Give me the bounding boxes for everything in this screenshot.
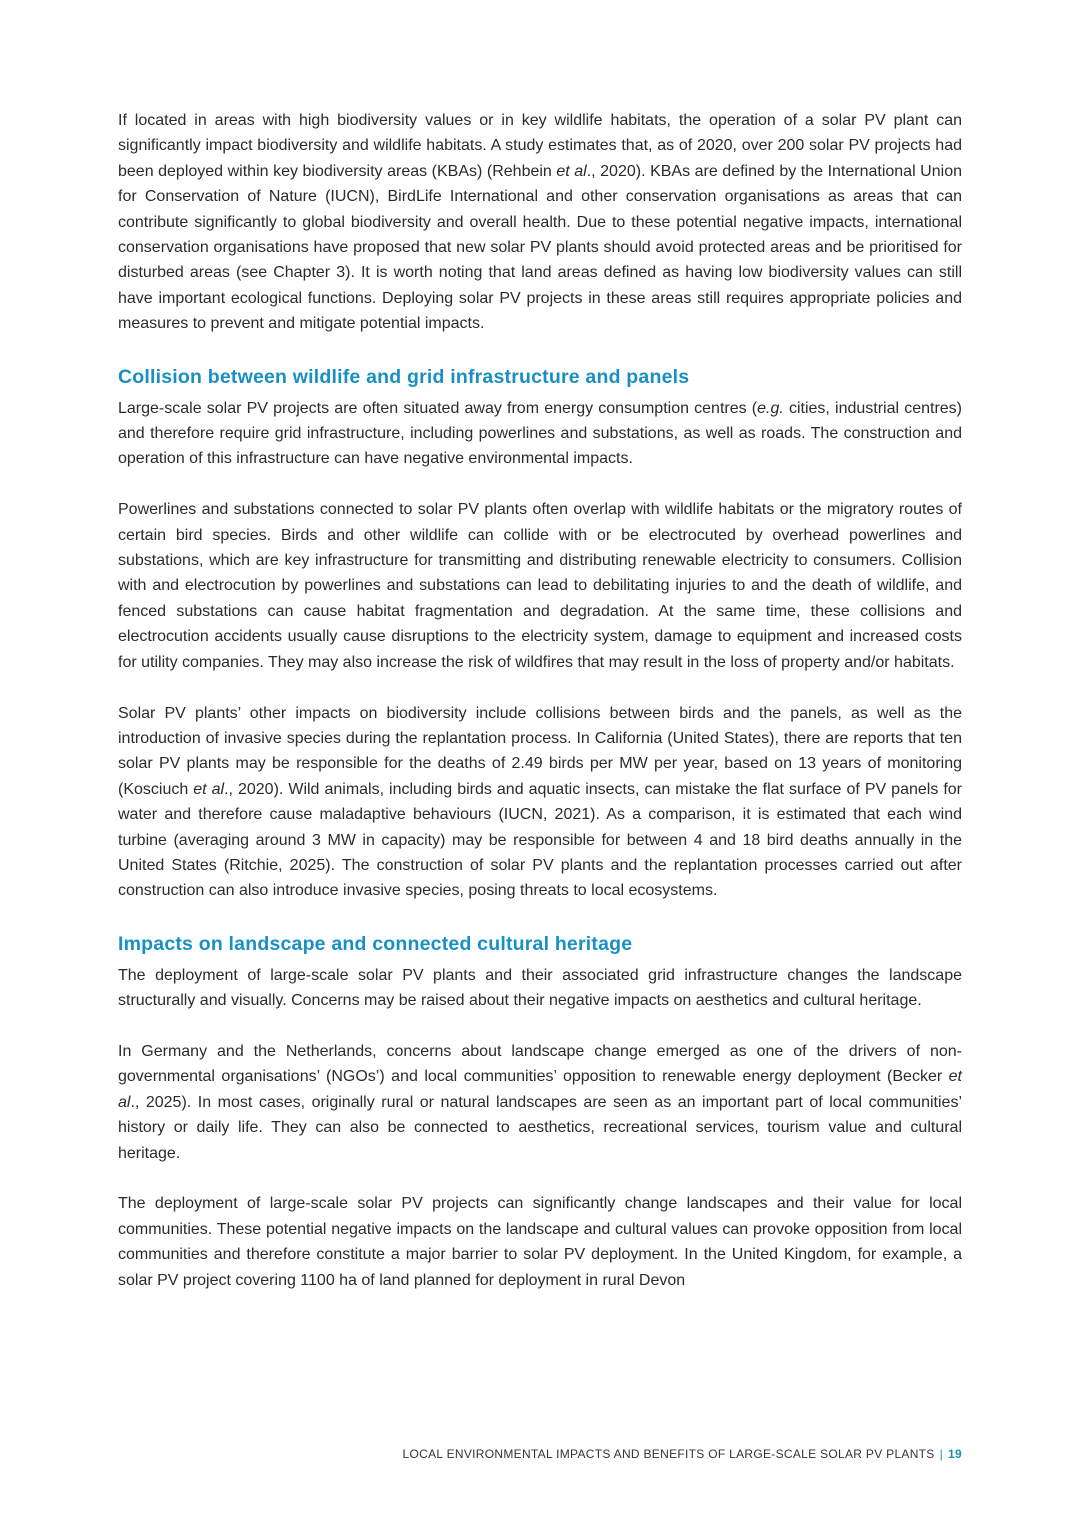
page-footer [403,1447,962,1461]
section-heading-landscape: Impacts on landscape and connected cultural heritage [118,932,633,955]
section-heading-collision: Collision between wildlife and grid infrastructure and panels [118,365,690,388]
paragraph: The deployment of large-scale solar PV plants and their associated grid infrastructure changes the landscape structurally and visually. Concerns may be raised about their negative impacts on aesthetics and cultural heritage. [118,966,962,1010]
paragraph: The deployment of large-scale solar PV projects can significantly change landscapes and their value for local communities. These potential negative impacts on the landscape and cultural values can provoke opposition from local communities and therefore constitute a major barrier to solar PV deployment. In the United Kingdom, for example, a solar PV project covering 1100 ha of land planned for deployment in rural Devon [118,1195,962,1289]
paragraph: In Germany and the Netherlands, concerns about landscape change emerged as one of the drivers of non-governmental organisations’ (NGOs’) and local communities’ opposition to renewable energy deployment (Becker et al., 2025). In most cases, originally rural or natural landscapes are seen as an important part of local communities’ history or daily life. They can also be connected to aesthetics, recreational services, tourism value and cultural heritage. [118,1042,962,1162]
document-body [118,108,962,1293]
paragraph: Large-scale solar PV projects are often situated away from energy consumption centres (e.g. cities, industrial centres) and therefore require grid infrastructure, including powerlines and substations, as well as roads. The construction and operation of this infrastructure can have negative environmental impacts. [118,399,963,468]
footer-separator: | [939,1447,944,1461]
section-landscape-heritage [118,929,962,1293]
section-wildlife-collision [118,362,962,904]
paragraph: Solar PV plants’ other impacts on biodiversity include collisions between birds and the panels, as well as the introduction of invasive species during the replantation process. In California (United States), there are reports that ten solar PV plants may be responsible for the deaths of 2.49 birds per MW per year, based on 13 years of monitoring (Kosciuch et al., 2020). Wild animals, including birds and aquatic insects, can mistake the flat surface of PV panels for water and therefore cause maladaptive behaviours (IUCN, 2021). As a comparison, it is estimated that each wind turbine (averaging around 3 MW in capacity) may be responsible for between 4 and 18 bird deaths annually in the United States (Ritchie, 2025). The construction of solar PV plants and the replantation processes carried out after construction can also introduce invasive species, posing threats to local ecosystems. [118,704,962,900]
footer-title: LOCAL ENVIRONMENTAL IMPACTS AND BENEFITS OF LARGE-SCALE SOLAR PV PLANTS [402,1447,935,1461]
intro-paragraph: If located in areas with high biodiversity values or in key wildlife habitats, the operation of a solar PV plant can significantly impact biodiversity and wildlife habitats. A study estimates that, as of 2020, over 200 solar PV projects had been deployed within key biodiversity areas (KBAs) (Rehbein et al., 2020). KBAs are defined by the International Union for Conservation of Nature (IUCN), BirdLife International and other conservation organisations as areas that can contribute significantly to global biodiversity and overall health. Due to these potential negative impacts, international conservation organisations have proposed that new solar PV plants should avoid protected areas and be prioritised for disturbed areas (see Chapter 3). It is worth noting that land areas defined as having low biodiversity values can still have important ecological functions. Deploying solar PV projects in these areas still requires appropriate policies and measures to prevent and mitigate potential impacts. [118,112,962,333]
page-number: 19 [948,1447,962,1461]
paragraph: Powerlines and substations connected to solar PV plants often overlap with wildlife habitats or the migratory routes of certain bird species. Birds and other wildlife can collide with or be electrocuted by overhead powerlines and substations, which are key infrastructure for transmitting and distributing renewable electricity to consumers. Collision with and electrocution by powerlines and substations can lead to debilitating injuries to and the death of wildlife, and fenced substations can cause habitat fragmentation and degradation. At the same time, these collisions and electrocution accidents usually cause disruptions to the electricity system, damage to equipment and increased costs for utility companies. They may also increase the risk of wildfires that may result in the loss of property and/or habitats. [118,501,962,671]
